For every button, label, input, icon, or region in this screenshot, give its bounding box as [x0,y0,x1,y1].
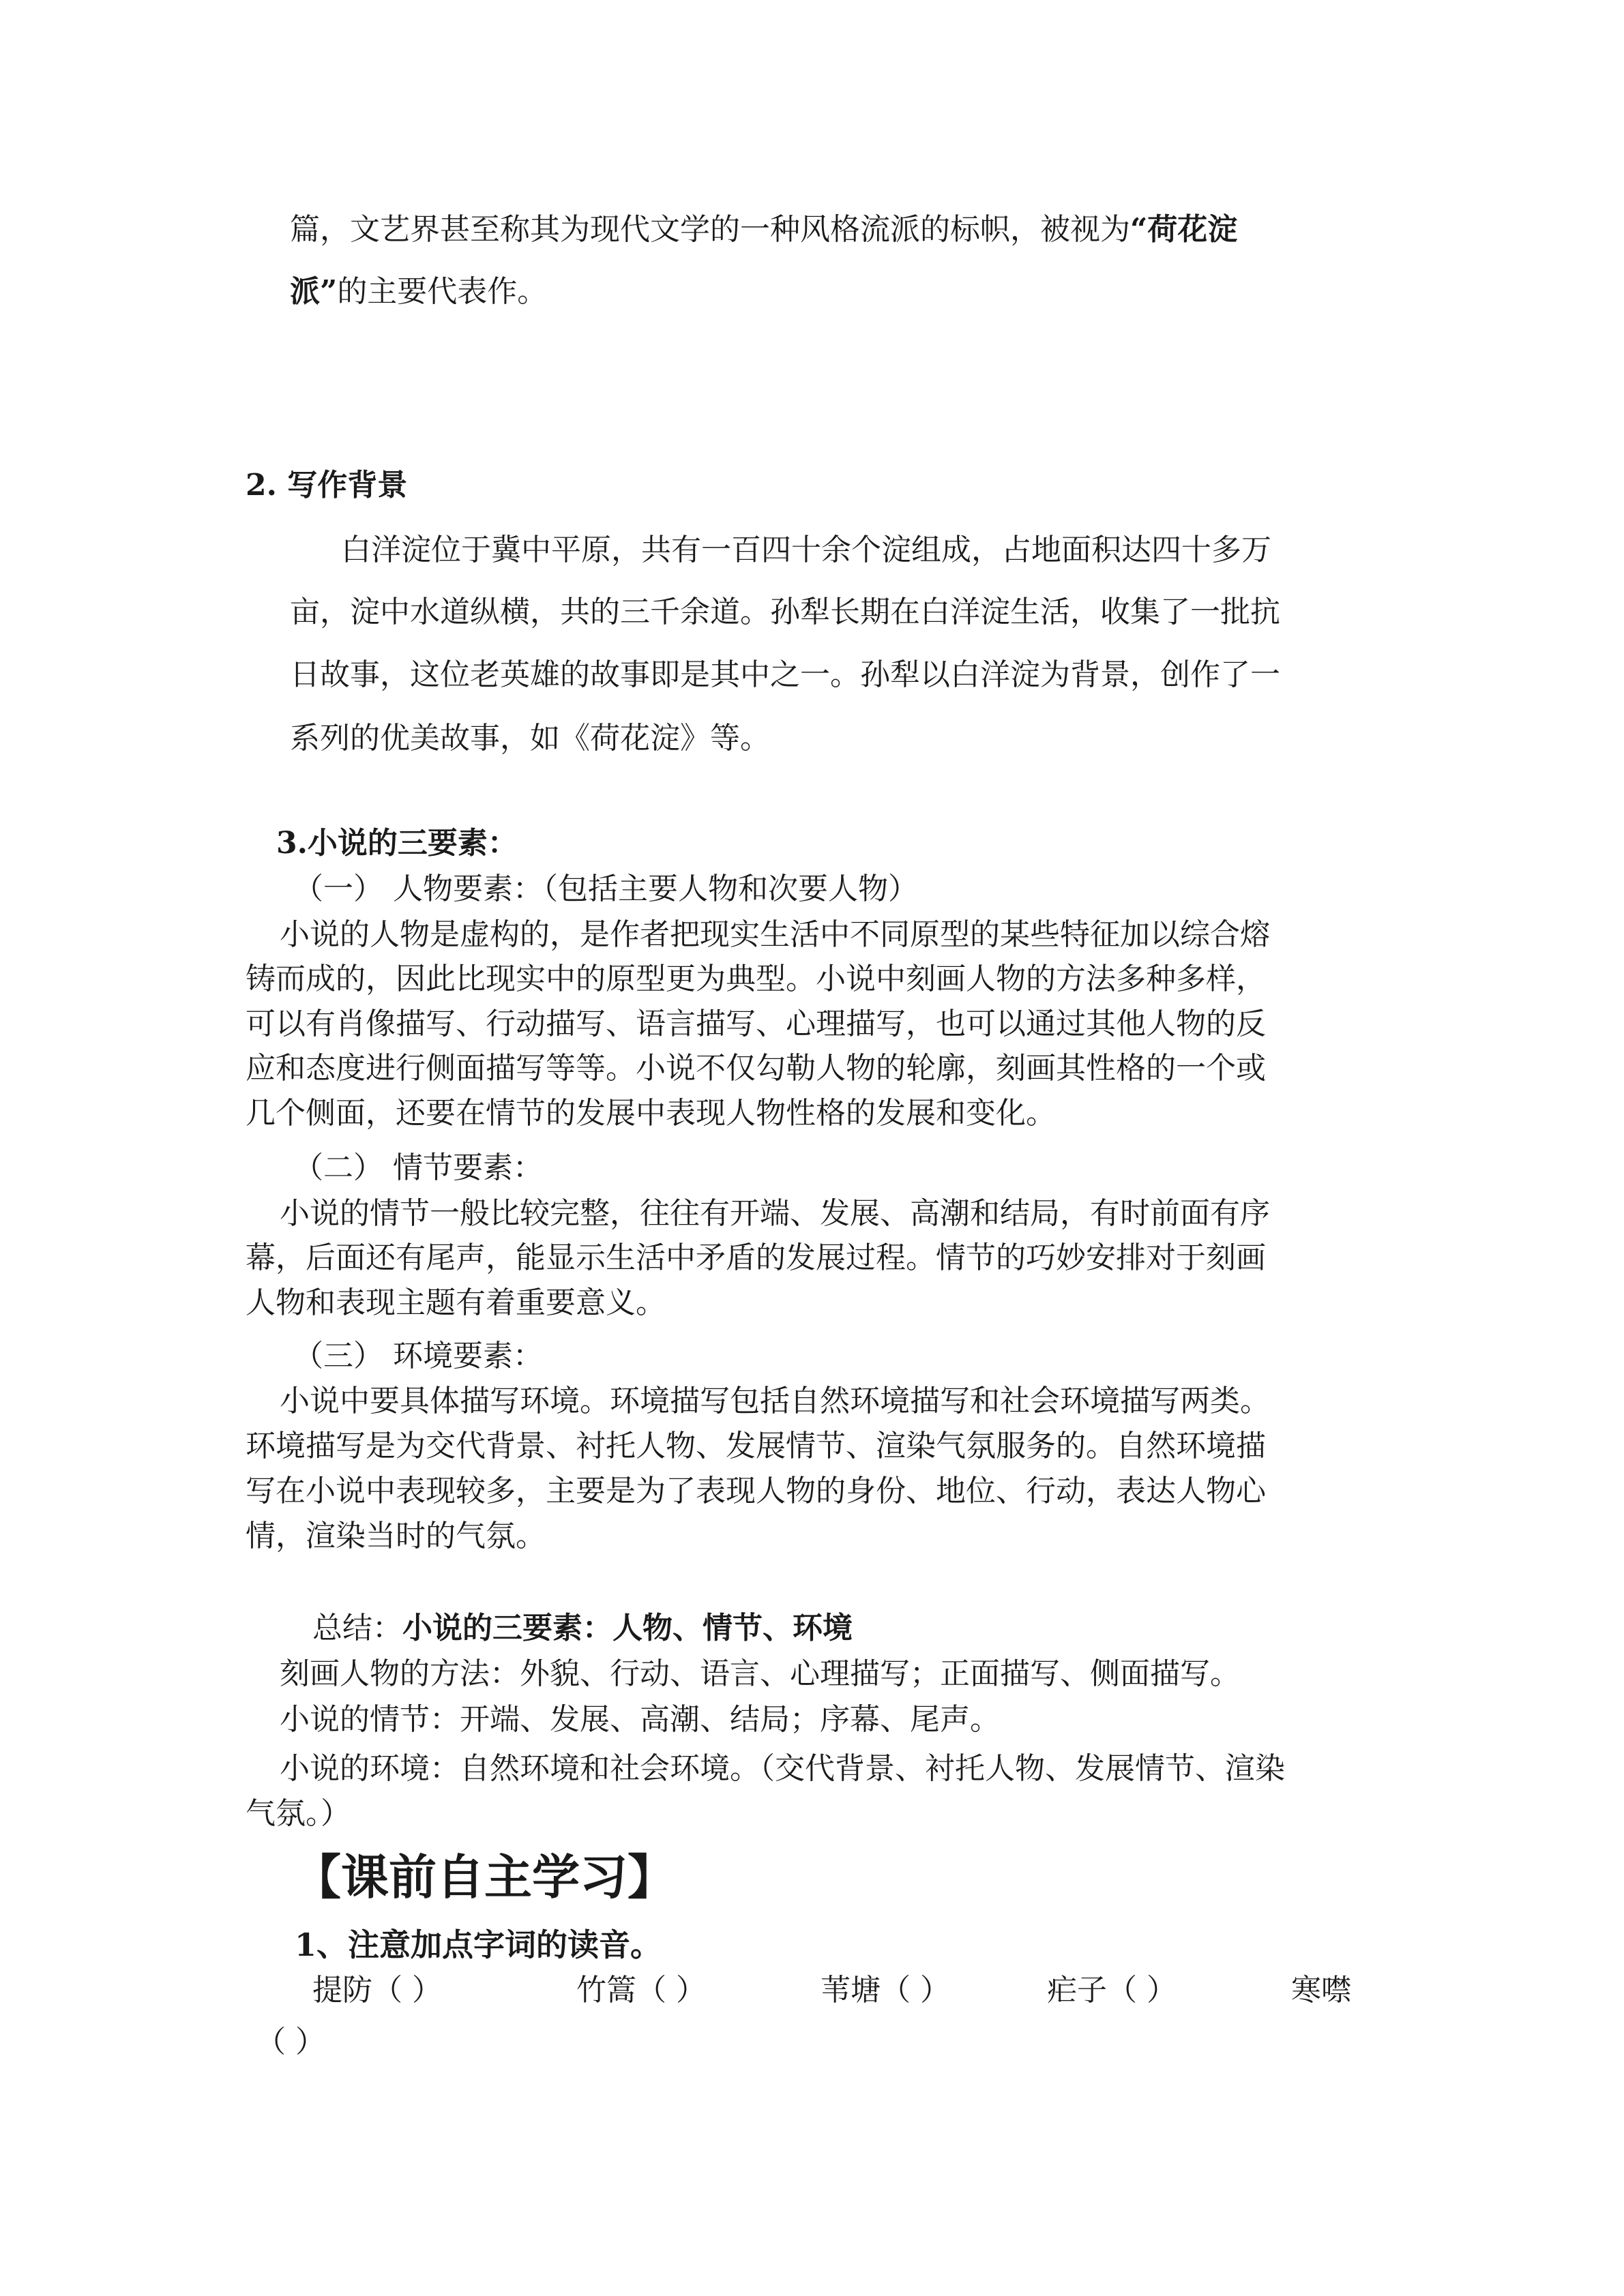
env-line: 情，渲染当时的气氛。 [246,1519,546,1553]
env-line: 写在小说中表现较多，主要是为了表现人物的身份、地位、行动，表达人物心 [246,1474,1266,1508]
summary-line [312,1613,853,1643]
question-1: 1、注意加点字词的读音。 [295,1926,662,1963]
env-line: 环境描写是为交代背景、衬托人物、发展情节、渲染气氛服务的。自然环境描 [246,1429,1266,1463]
plot-line: 人物和表现主题有着重要意义。 [246,1285,666,1320]
summary-item: 小说的环境：自然环境和社会环境。（交代背景、衬托人物、发展情节、渲染 [280,1751,1285,1786]
background-line: 系列的优美故事，如《荷花淀》等。 [290,721,770,756]
summary-bold: 小说的三要素：人物、情节、环境 [402,1611,853,1645]
pronunciation-blank[interactable]: （ ） [256,2025,325,2059]
pronunciation-word: 苇塘（ ） [821,1973,950,2008]
intro-line-2-text: 的主要代表作。 [337,274,548,309]
pronunciation-word: 提防（ ） [312,1973,442,2008]
character-line: 小说的人物是虚构的，是作者把现实生活中不同原型的某些特征加以综合熔 [280,917,1270,952]
character-line: 铸而成的，因此比现实中的原型更为典型。小说中刻画人物的方法多种多样， [246,961,1266,996]
elements-heading: 3.小说的三要素： [276,826,518,861]
pronunciation-word: 竹篙（ ） [576,1973,706,2008]
pronunciation-word: 寒噤 [1291,1973,1351,2008]
env-line: 小说中要具体描写环境。环境描写包括自然环境描写和社会环境描写两类。 [280,1384,1270,1418]
summary-label: 总结： [312,1611,402,1645]
background-heading: 2. 写作背景 [246,468,408,503]
plot-title: （二） 情节要素： [293,1150,543,1185]
character-line: 可以有肖像描写、行动描写、语言描写、心理描写，也可以通过其他人物的反 [246,1007,1266,1041]
plot-line: 小说的情节一般比较完整，往往有开端、发展、高潮和结局，有时前面有序 [280,1196,1270,1231]
env-title: （三） 环境要素： [293,1339,543,1373]
background-line: 亩，淀中水道纵横，共的三千余道。孙犁长期在白洋淀生活，收集了一批抗 [290,595,1280,629]
intro-line-1-text: 篇，文艺界甚至称其为现代文学的一种风格流派的标帜，被视为 [290,212,1130,247]
summary-item: 小说的情节：开端、发展、高潮、结局；序幕、尾声。 [280,1702,1000,1737]
character-line: 几个侧面，还要在情节的发展中表现人物性格的发展和变化。 [246,1096,1056,1131]
summary-item: 气氛。） [246,1796,351,1831]
preclass-heading: 【课前自主学习】 [293,1849,675,1905]
intro-line-1-bold: “荷花淀 [1130,212,1238,247]
background-line: 日故事，这位老英雄的故事即是其中之一。孙犁以白洋淀为背景，创作了一 [290,657,1280,692]
summary-item: 刻画人物的方法：外貌、行动、语言、心理描写；正面描写、侧面描写。 [280,1656,1240,1691]
pronunciation-word: 疟子（ ） [1047,1973,1177,2008]
character-title: （一） 人物要素：（包括主要人物和次要人物） [293,871,918,906]
intro-line-1 [290,212,1238,247]
intro-line-2 [290,274,548,309]
intro-line-2-bold: 派” [290,274,338,309]
plot-line: 幕，后面还有尾声，能显示生活中矛盾的发展过程。情节的巧妙安排对于刻画 [246,1240,1266,1275]
background-line: 白洋淀位于冀中平原，共有一百四十余个淀组成，占地面积达四十多万 [341,533,1271,567]
character-line: 应和态度进行侧面描写等等。小说不仅勾勒人物的轮廓，刻画其性格的一个或 [246,1051,1266,1086]
